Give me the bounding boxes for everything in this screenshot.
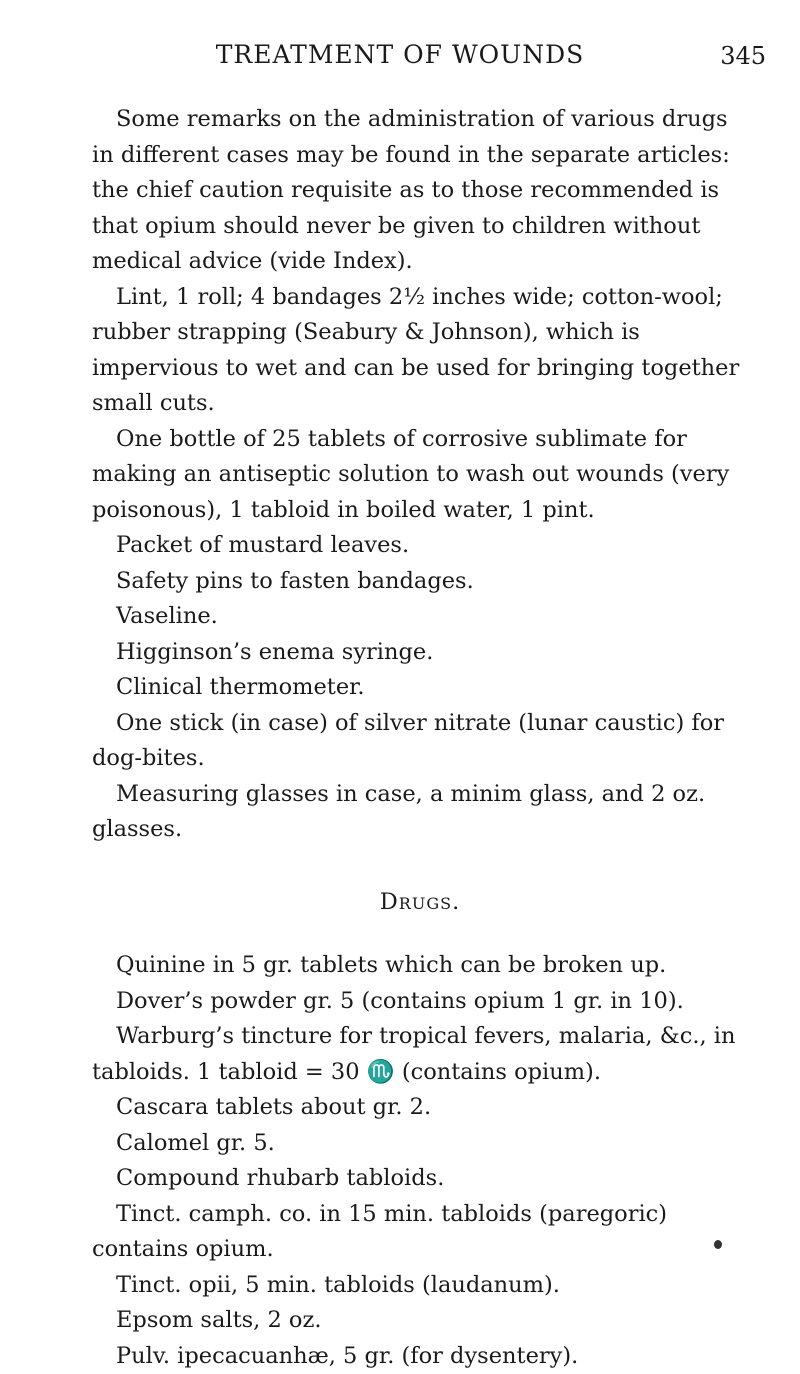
paragraph-silver-nitrate: One stick (in case) of silver nitrate (lunar caustic) for dog-bites. xyxy=(92,706,748,777)
paragraph-drug-remarks: Some remarks on the administration of various drugs in different cases may be found in the separate articles: the chief caution requisite as to those recommended is that opium should never be given to children without medical advice (vide Index). xyxy=(92,102,748,280)
paragraph-tinct-camph: Tinct. camph. co. in 15 min. tabloids (paregoric) contains opium. xyxy=(92,1197,748,1268)
paragraph-dovers-powder: Dover’s powder gr. 5 (contains opium 1 gr. in 10). xyxy=(92,984,748,1020)
paragraph-calomel: Calomel gr. 5. xyxy=(92,1126,748,1162)
paragraph-epsom-salts: Epsom salts, 2 oz. xyxy=(92,1303,748,1339)
ink-spot xyxy=(714,1240,722,1249)
paragraph-safety-pins: Safety pins to fasten bandages. xyxy=(92,564,748,600)
paragraph-vaseline: Vaseline. xyxy=(92,599,748,635)
paragraph-tinct-opii: Tinct. opii, 5 min. tabloids (laudanum). xyxy=(92,1268,748,1304)
paragraph-enema-syringe: Higginson’s enema syringe. xyxy=(92,635,748,671)
paragraph-cascara: Cascara tablets about gr. 2. xyxy=(92,1090,748,1126)
page-number: 345 xyxy=(720,42,766,70)
paragraph-warburgs-tincture: Warburg’s tincture for tropical fevers, malaria, &c., in tabloids. 1 tabloid = 30 ♏ (contains opium). xyxy=(92,1019,748,1090)
paragraph-quinine: Quinine in 5 gr. tablets which can be broken up. xyxy=(92,948,748,984)
paragraph-ipecacuanha: Pulv. ipecacuanhæ, 5 gr. (for dysentery). xyxy=(92,1339,748,1374)
paragraph-corrosive-sublimate: One bottle of 25 tablets of corrosive sublimate for making an antiseptic solution to wash out wounds (very poisonous), 1 tabloid in boiled water, 1 pint. xyxy=(92,422,748,529)
paragraph-mustard-leaves: Packet of mustard leaves. xyxy=(92,528,748,564)
running-header-title: TREATMENT OF WOUNDS xyxy=(0,40,800,69)
paragraph-rhubarb: Compound rhubarb tabloids. xyxy=(92,1161,748,1197)
paragraph-thermometer: Clinical thermometer. xyxy=(92,670,748,706)
paragraph-measuring-glasses: Measuring glasses in case, a minim glass, and 2 oz. glasses. xyxy=(92,777,748,848)
section-heading-drugs: Drugs. xyxy=(92,885,748,921)
page-body xyxy=(92,102,748,1374)
paragraph-lint-bandages: Lint, 1 roll; 4 bandages 2½ inches wide; cotton-wool; rubber strapping (Seabury & Johnson), which is impervious to wet and can be used for bringing together small cuts. xyxy=(92,280,748,422)
